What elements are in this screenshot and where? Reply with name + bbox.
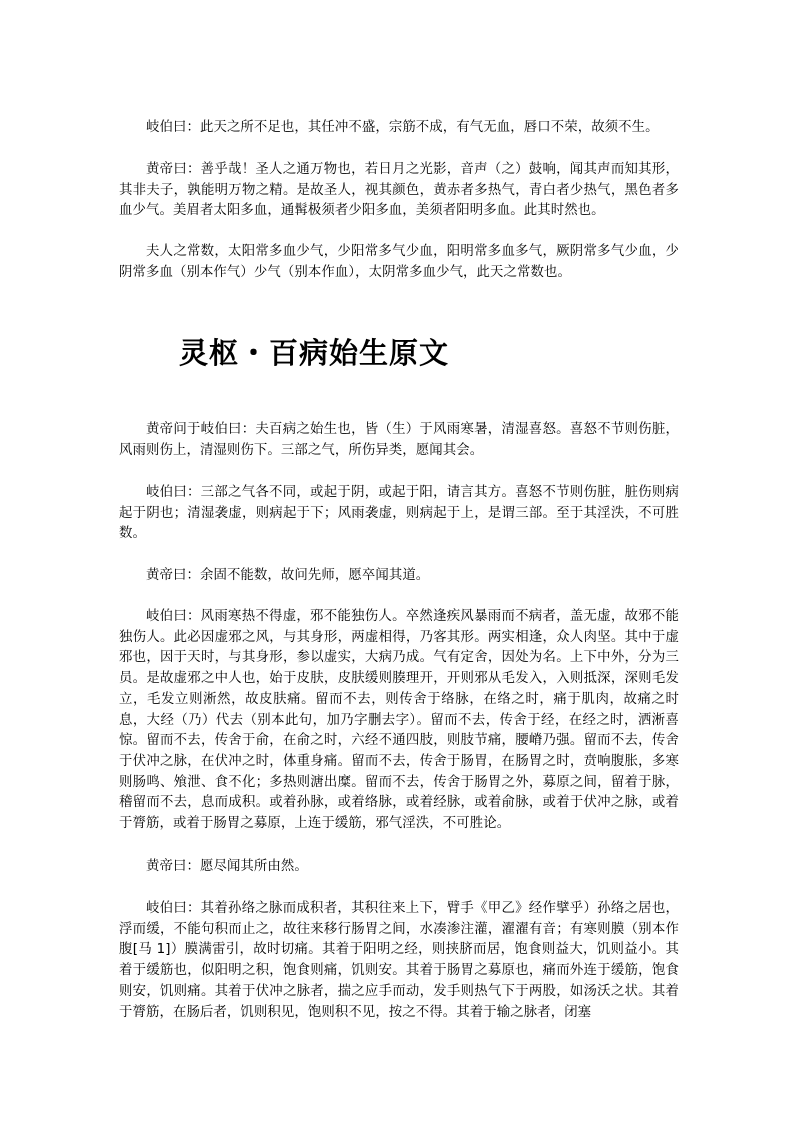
paragraph: 黄帝曰：善乎哉！圣人之通万物也，若日月之光影，音声（之）鼓响，闻其声而知其形，其非夫子，孰能明万物之精。是故圣人，视其颜色，黄赤者多热气，青白者少热气，黑色者多血少气。美眉者太阳多血，通髯极须者少阳多血，美须者阳明多血。此其时然也。 [119, 162, 679, 219]
paragraph: 黄帝曰：余固不能数，故问先师，愿卒闻其道。 [146, 568, 430, 583]
paragraph: 岐伯曰：风雨寒热不得虚，邪不能独伤人。卒然逢疾风暴雨而不病者，盖无虚，故邪不能独伤人。此必因虚邪之风，与其身形，两虚相得，乃客其形。两实相逢，众人肉坚。其中于虚邪也，因于天时，与其身形，参以虚实，大病乃成。气有定舍，因处为名。上下中外，分为三员。是故虚邪之中人也，始于皮肤，皮肤缓则腠理开，开则邪从毛发入，入则抵深，深则毛发立，毛发立则淅然，故皮肤痛。留而不去，则传舍于络脉，在络之时，痛于肌肉，故痛之时息，大经（乃）代去（别本此句，加乃字删去字）。留而不去，传舍于经，在经之时，洒淅喜惊。留而不去，传舍于俞，在俞之时，六经不通四肢，则肢节痛，腰嵴乃强。留而不去，传舍于伏冲之脉，在伏冲之时，体重身痛。留而不去，传舍于肠胃，在肠胃之时，贲响腹胀，多寒则肠鸣、飧泄、食不化；多热则溏出糜。留而不去，传舍于肠胃之外，募原之间，留着于脉，稽留而不去，息而成积。或着孙脉，或着络脉，或着经脉，或着俞脉，或着于伏冲之脉，或着于膂筋，或着于肠胃之募原，上连于缓筋，邪气淫泆，不可胜论。 [119, 609, 679, 832]
paragraph: 夫人之常数，太阳常多血少气，少阳常多气少血，阳明常多血多气，厥阴常多气少血，少阴常多血（别本作气）少气（别本作血），太阴常多血少气，此天之常数也。 [119, 244, 679, 280]
paragraph: 岐伯曰：此天之所不足也，其任冲不盛，宗筋不成，有气无血，唇口不荣，故须不生。 [146, 120, 659, 135]
paragraph: 黄帝问于岐伯曰：夫百病之始生也，皆（生）于风雨寒暑，清湿喜怒。喜怒不节则伤脏，风雨则伤上，清湿则伤下。三部之气，所伤异类，愿闻其会。 [119, 422, 679, 458]
section-title: 灵枢・百病始生原文 [179, 336, 450, 370]
paragraph: 黄帝曰：愿尽闻其所由然。 [146, 859, 308, 874]
paragraph: 岐伯曰：其着孙络之脉而成积者，其积往来上下，臂手《甲乙》经作擘乎）孙络之居也，浮而缓，不能句积而止之，故往来移行肠胃之间，水凑渗注灌，濯濯有音；有寒则膜（别本作腹[马 1]）膜满雷引，故时切痛。其着于阳明之经，则挟脐而居，饱食则益大，饥则益小。其着于缓筋也，似阳明之积，饱食则痛，饥则安。其着于肠胃之募原也，痛而外连于缓筋，饱食则安，饥则痛。其着于伏冲之脉者，揣之应手而动，发手则热气下于两股，如汤沃之状。其着于膂筋，在肠后者，饥则积见，饱则积不见，按之不得。其着于输之脉者，闭塞 [119, 901, 679, 1020]
paragraph: 岐伯曰：三部之气各不同，或起于阴，或起于阳，请言其方。喜怒不节则伤脏，脏伤则病起于阴也；清湿袭虚，则病起于下；风雨袭虚，则病起于上，是谓三部。至于其淫泆，不可胜数。 [119, 485, 679, 542]
